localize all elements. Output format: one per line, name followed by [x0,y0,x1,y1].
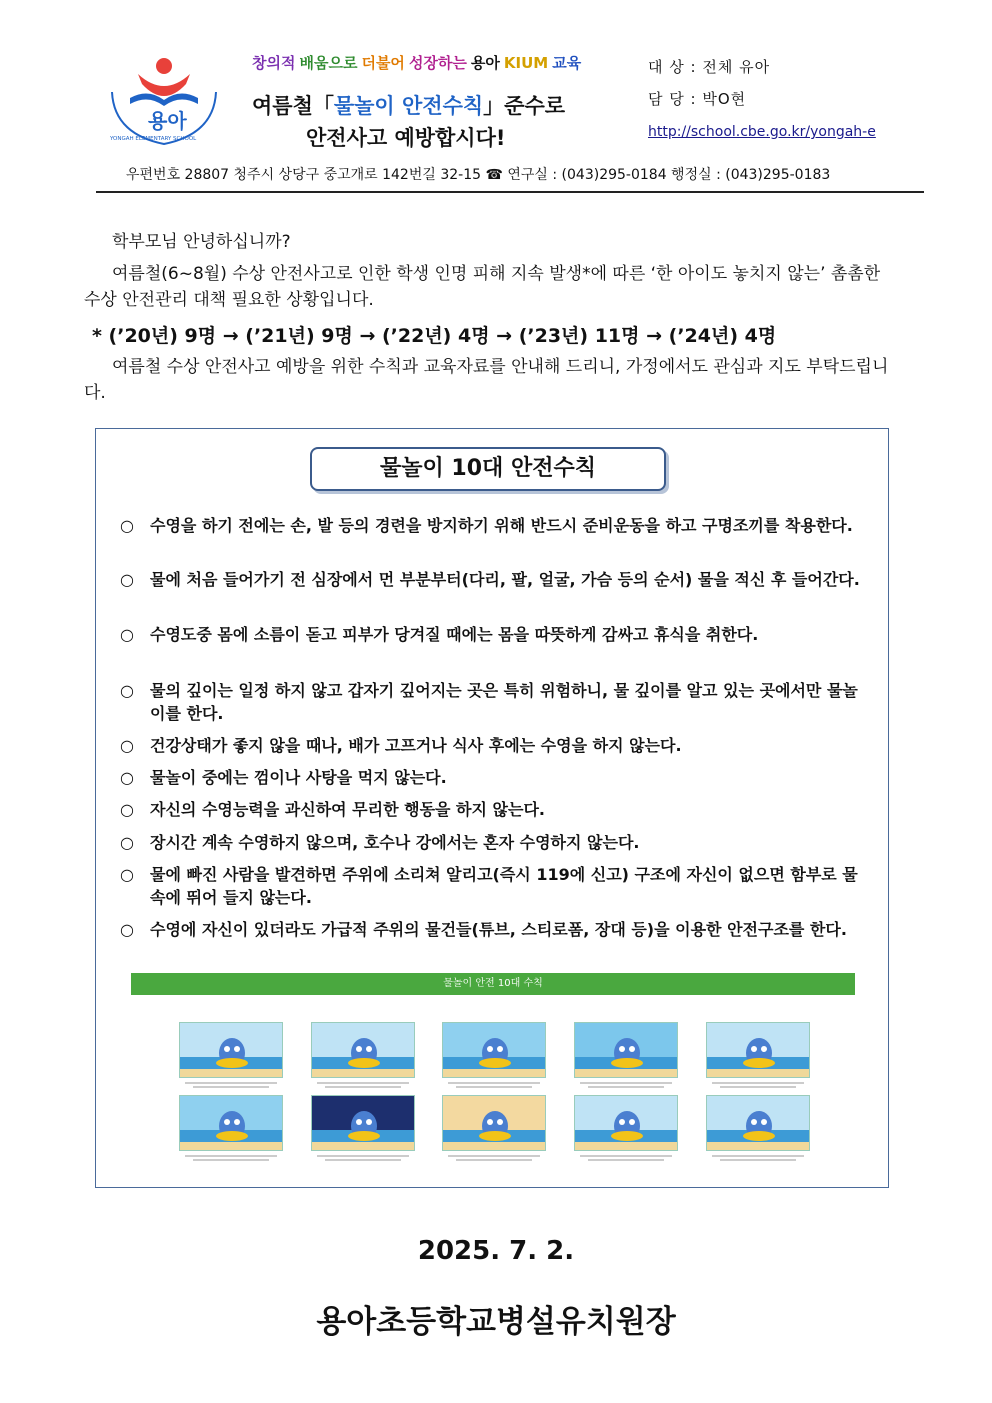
safety-illustration-thumbnail [706,1095,810,1151]
safety-rule-text: 장시간 계속 수영하지 않으며, 호수나 강에서는 혼자 수영하지 않는다. [150,833,640,852]
safety-illustration-thumbnail [574,1095,678,1151]
safety-rule-item [120,514,868,537]
safety-illustration-thumbnail [574,1022,678,1078]
person-in-charge: 담 당 : 박O현 [648,90,747,108]
request-paragraph: 여름철 수상 안전사고 예방을 위한 수칙과 교육자료를 안내해 드리니, 가정에서도 관심과 지도 부탁드립니다. [84,357,889,403]
illustration-caption [442,1080,546,1090]
illustration-banner: 물놀이 안전 10대 수칙 [131,973,855,995]
safety-illustration-thumbnail [179,1022,283,1078]
safety-rule-text: 물놀이 중에는 껌이나 사탕을 먹지 않는다. [150,768,447,787]
school-address: 우편번호 28807 청주시 상당구 중고개로 142번길 32-15 ☎ 연구실 : (043)295-0184 행정실 : (043)295-0183 [126,167,831,183]
illustration-caption [179,1080,283,1090]
safety-rule-text: 물에 빠진 사람을 발견하면 주위에 소리쳐 알리고(즉시 119에 신고) 구조에 자신이 없으면 함부로 물속에 뛰어 들지 않는다. [150,865,858,907]
target-audience: 대 상 : 전체 유아 [648,58,771,76]
bullet-circle-icon: ○ [120,681,134,700]
bullet-circle-icon: ○ [120,800,134,819]
safety-rule-item [120,679,868,725]
illustration-caption [574,1080,678,1090]
slogan-word: KIUM [503,54,549,72]
illustration-caption [179,1153,283,1163]
bullet-circle-icon: ○ [120,833,134,852]
safety-illustration-thumbnail [179,1095,283,1151]
svg-text:YONGAH ELEMENTARY SCHOOL: YONGAH ELEMENTARY SCHOOL [110,136,197,142]
illustration-caption [574,1153,678,1163]
slogan-word: 용아 [470,54,500,72]
notice-date: 2025. 7. 2. [417,1236,575,1266]
slogan-word: 성장하는 [408,54,467,72]
illustration-caption [311,1153,415,1163]
safety-rule-item [120,863,868,909]
title-prefix: 여름철「 [252,94,334,118]
bullet-circle-icon: ○ [120,865,134,884]
greeting: 학부모님 안녕하십니까? [112,232,291,252]
illustration-caption [706,1080,810,1090]
bullet-circle-icon: ○ [120,625,134,644]
casualty-statistics: * (’20년) 9명 → (’21년) 9명 → (’22년) 4명 → (’23년) 11명 → (’24년) 4명 [92,325,777,347]
safety-illustration-thumbnail [442,1095,546,1151]
safety-rule-text: 자신의 수영능력을 과신하여 무리한 행동을 하지 않는다. [150,800,545,819]
safety-illustration-thumbnail [706,1022,810,1078]
slogan-word: 창의적 [252,54,296,72]
slogan-word: 배움으로 [299,54,358,72]
header-divider [96,191,924,193]
slogan-word: 더불어 [361,54,405,72]
notice-title [252,90,565,120]
illustration-caption [311,1080,415,1090]
bullet-circle-icon: ○ [120,736,134,755]
safety-rule-item [120,766,868,789]
school-url-link[interactable]: http://school.cbe.go.kr/yongah-e [648,124,876,140]
notice-subtitle: 안전사고 예방합시다! [306,126,506,150]
bullet-circle-icon: ○ [120,570,134,589]
illustration-caption [706,1153,810,1163]
signer: 용아초등학교병설유치원장 [316,1304,676,1340]
safety-illustration-thumbnail [442,1022,546,1078]
school-slogan [252,52,585,73]
title-highlight: 물놀이 안전수칙 [333,94,484,118]
safety-rule-text: 수영에 자신이 있더라도 가급적 주위의 물건들(튜브, 스티로폼, 장대 등)을 이용한 안전구조를 한다. [150,920,847,939]
safety-illustration-thumbnail [311,1022,415,1078]
slogan-word: 교육 [552,54,582,72]
svg-text:용아: 용아 [148,109,187,133]
title-suffix: 」준수로 [483,94,566,118]
safety-rule-item [120,623,868,646]
bullet-circle-icon: ○ [120,768,134,787]
safety-rule-text: 수영도중 몸에 소름이 돋고 피부가 당겨질 때에는 몸을 따뜻하게 감싸고 휴식을 취한다. [150,625,759,644]
bullet-circle-icon: ○ [120,516,134,535]
illustration-caption [442,1153,546,1163]
safety-rule-item [120,798,868,821]
safety-rule-item [120,831,868,854]
safety-rule-item [120,918,868,941]
safety-rule-item [120,568,868,591]
safety-rule-text: 건강상태가 좋지 않을 때나, 배가 고프거나 식사 후에는 수영을 하지 않는다. [150,736,682,755]
safety-illustration-thumbnail [311,1095,415,1151]
safety-rule-item [120,734,868,757]
intro-paragraph: 여름철(6~8월) 수상 안전사고로 인한 학생 인명 피해 지속 발생*에 따른 ‘한 아이도 놓치지 않는’ 촘촘한 수상 안전관리 대책 필요한 상황입니다. [84,264,881,310]
bullet-circle-icon: ○ [120,920,134,939]
safety-rules-title: 물놀이 10대 안전수칙 [310,447,666,491]
safety-rule-text: 물에 처음 들어가기 전 심장에서 먼 부분부터(다리, 팔, 얼굴, 가슴 등의 순서) 물을 적신 후 들어간다. [150,570,860,589]
safety-rule-text: 물의 깊이는 일정 하지 않고 갑자기 깊어지는 곳은 특히 위험하니, 물 깊이를 알고 있는 곳에서만 물놀이를 한다. [150,681,858,723]
safety-rule-text: 수영을 하기 전에는 손, 발 등의 경련을 방지하기 위해 반드시 준비운동을 하고 구명조끼를 착용한다. [150,516,853,535]
school-logo [104,52,230,148]
